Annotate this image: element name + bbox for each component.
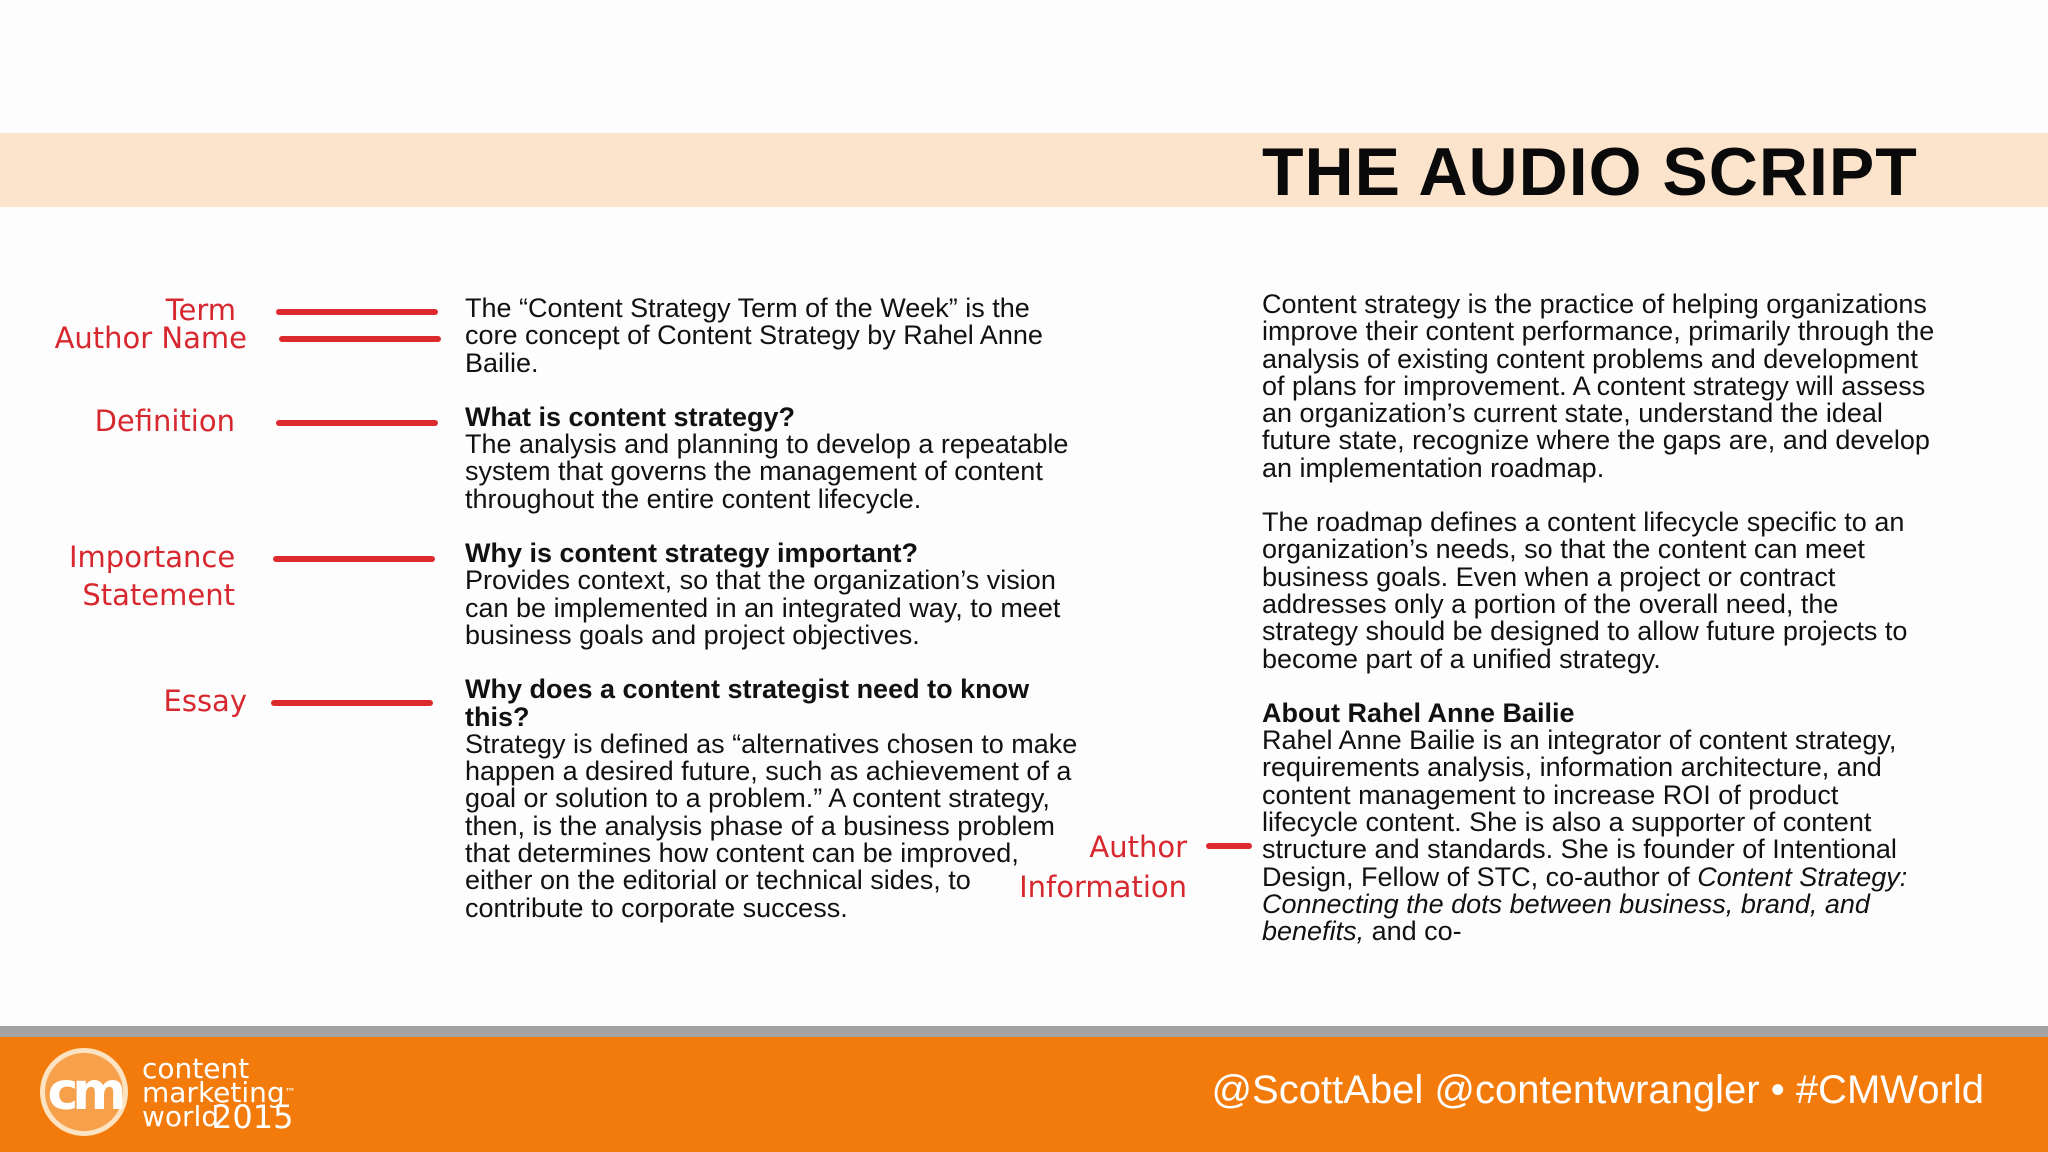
annotation-importance-line1: Importance (69, 540, 236, 574)
connector-essay (271, 700, 433, 706)
annotation-term: Term (165, 293, 236, 327)
annotation-author-info-line1: Author (1089, 830, 1187, 864)
question-what-is: What is content strategy? (465, 401, 796, 432)
about-author-heading: About Rahel Anne Bailie (1262, 697, 1575, 728)
question-why-important: Why is content strategy important? (465, 538, 919, 569)
answer-why-know: Strategy is defined as “alternatives chosen to make happen a desired future, such as achievement of a goal or solution to a problem.” A content strategy, then, is the analysis phase of a business problem that determines how content can be improved, either on the editorial or technical sides, to contribute to corporate success. (465, 728, 1078, 923)
connector-importance (273, 556, 435, 562)
logo-word-world: world (142, 1100, 220, 1133)
qa-importance (465, 540, 1085, 649)
connector-term (276, 309, 438, 315)
about-author-book-title: Content Strategy: Connecting the dots between business, brand, and benefits, (1262, 861, 1908, 947)
question-why-know: Why does a content strategist need to know this? (465, 674, 1030, 732)
about-author-tail: and co- (1364, 916, 1462, 947)
connector-definition (276, 420, 438, 426)
answer-what-is: The analysis and planning to develop a repeatable system that governs the management of content throughout the entire content lifecycle. (465, 429, 1069, 514)
qa-definition (465, 401, 1085, 514)
logo-word-marketing: marketing™ (142, 1076, 296, 1109)
qa-essay (465, 676, 1085, 922)
connector-author-name (279, 336, 441, 342)
script-intro: The “Content Strategy Term of the Week” is the core concept of Content Strategy by Rahel Anne Bailie. (465, 293, 1043, 378)
annotation-importance-line2: Statement (82, 578, 235, 612)
answer-why-important: Provides context, so that the organization’s vision can be implemented in an integrated way, to meet business goals and project objectives. (465, 565, 1061, 650)
footer-divider (0, 1026, 2048, 1037)
script-left-column (465, 295, 1085, 949)
annotation-author-name: Author Name (54, 321, 247, 355)
essay-paragraph-2: The roadmap defines a content lifecycle specific to an organization’s needs, so that the content can meet business goals. Even when a project or contract addresses only a portion of the overall need, the strategy should be designed to allow future projects to become part of a unified strategy. (1262, 507, 1908, 674)
cmworld-logo-mark: cm (47, 1062, 121, 1122)
slide-title: THE AUDIO SCRIPT (1262, 134, 1918, 210)
script-right-column (1262, 291, 1937, 973)
annotation-essay: Essay (163, 684, 247, 718)
about-author (1262, 697, 1937, 947)
logo-year: 2015 (212, 1098, 294, 1136)
essay-paragraph-1: Content strategy is the practice of helping organizations improve their content performance, primarily through the analysis of existing content problems and development of plans for improvement. A content strategy will assess an organization’s current state, understand the ideal future state, recognize where the gaps are, and develop an implementation roadmap. (1262, 289, 1935, 483)
annotation-author-info-line2: Information (1019, 870, 1187, 904)
connector-author-info (1206, 843, 1252, 849)
logo-word-content: content (142, 1052, 250, 1085)
annotation-definition: Definition (94, 404, 235, 438)
footer-social-handles: @ScottAbel @contentwrangler • #CMWorld (1211, 1068, 1984, 1112)
about-author-text: Rahel Anne Bailie is an integrator of content strategy, requirements analysis, information architecture, and content management to increase ROI of product lifecycle content. She is also a supporter of content structure and standards. She is founder of Intentional Design, Fellow of STC, co-author of (1262, 725, 1897, 892)
